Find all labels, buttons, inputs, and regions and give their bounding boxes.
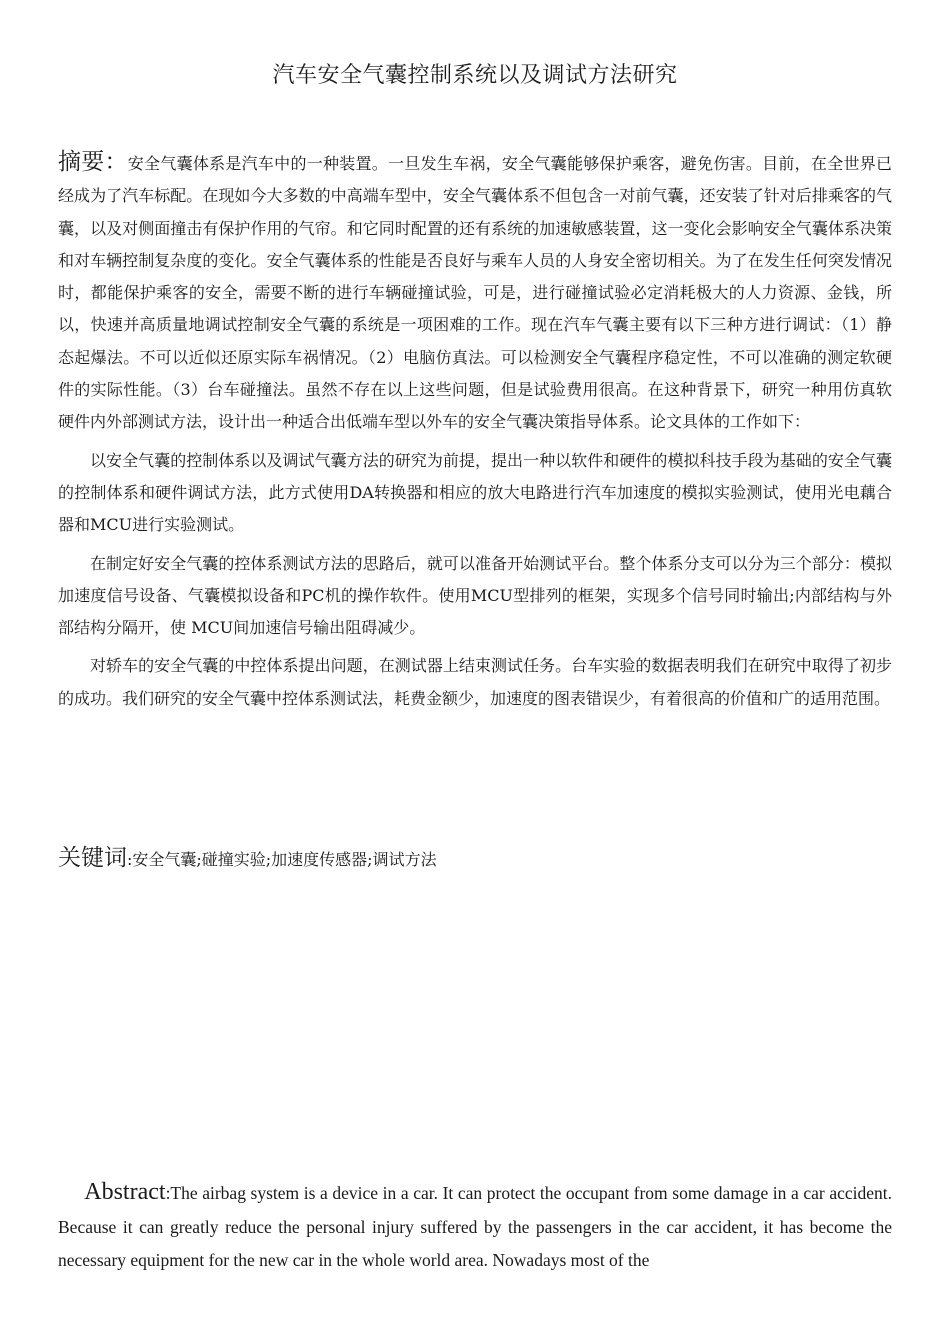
abstract-paragraph-3: 对轿车的安全气囊的中控体系提出问题，在测试器上结束测试任务。台车实验的数据表明我们在研究中取得了初步的成功。我们研究的安全气囊中控体系测试法，耗费金额少，加速度的图表错误少，有着很高的价值和广的适用范围。 xyxy=(58,656,892,708)
abstract-paragraph-1: 以安全气囊的控制体系以及调试气囊方法的研究为前提，提出一种以软件和硬件的模拟科技手段为基础的安全气囊的控制体系和硬件调试方法，此方式使用DA转换器和相应的放大电路进行汽车加速度的模拟实验测试，使用光电藕合器和MCU进行实验测试。 xyxy=(58,450,892,535)
abstract-intro-text: 安全气囊体系是汽车中的一种装置。一旦发生车祸，安全气囊能够保护乘客，避免伤害。目前，在全世界已经成为了汽车标配。在现如今大多数的中高端车型中，安全气囊体系不但包含一对前气囊，还安装了针对后排乘客的气囊，以及对侧面撞击有保护作用的气帘。和它同时配置的还有系统的加速敏感装置，这一变化会影响安全气囊体系决策和对车辆控制复杂度的变化。安全气囊体系的性能是否良好与乘车人员的人身安全密切相关。为了在发生任何突发情况时，都能保护乘客的安全，需要不断的进行车辆碰撞试验，可是，进行碰撞试验必定消耗极大的人力资源、金钱，所以，快速并高质量地调试控制安全气囊的系统是一项困难的工作。现在汽车气囊主要有以下三种方进行调试：（1）静态起爆法。不可以近似还原实际车祸情况。（2）电脑仿真法。可以检测安全气囊程序稳定性，不可以准确的测定软硬件的实际性能。（3）台车碰撞法。虽然不存在以上这些问题，但是试验费用很高。在这种背景下，研究一种用仿真软硬件内外部测试方法，设计出一种适合出低端车型以外车的安全气囊决策指导体系。论文具体的工作如下： xyxy=(58,154,892,432)
keywords-text: :安全气囊;碰撞实验;加速度传感器;调试方法 xyxy=(127,850,437,869)
abstract-paragraph-2: 在制定好安全气囊的控体系测试方法的思路后，就可以准备开始测试平台。整个体系分支可以分为三个部分：模拟加速度信号设备、气囊模拟设备和PC机的操作软件。使用MCU型排列的框架，实现多个信号同时输出;内部结构与外部结构分隔开，使 MCU间加速信号输出阻碍减少。 xyxy=(58,553,892,638)
abstract-intro-paragraph xyxy=(58,146,892,439)
keywords-label: 关键词 xyxy=(58,845,127,871)
keywords-line xyxy=(58,842,892,876)
english-abstract-label: Abstract xyxy=(84,1179,166,1205)
paper-title: 汽车安全气囊控制系统以及调试方法研究 xyxy=(272,63,678,88)
english-abstract-text: :The airbag system is a device in a car. It can protect the occupant from some damage in a car accident. Because it can greatly reduce the personal injury suffered by the passengers in the car accident, it has become the necessary equipment for the new car in the whole world area. Nowadays most of the xyxy=(58,1183,892,1270)
english-abstract xyxy=(58,1176,892,1278)
chinese-abstract xyxy=(58,146,892,715)
abstract-label: 摘要： xyxy=(58,149,128,175)
